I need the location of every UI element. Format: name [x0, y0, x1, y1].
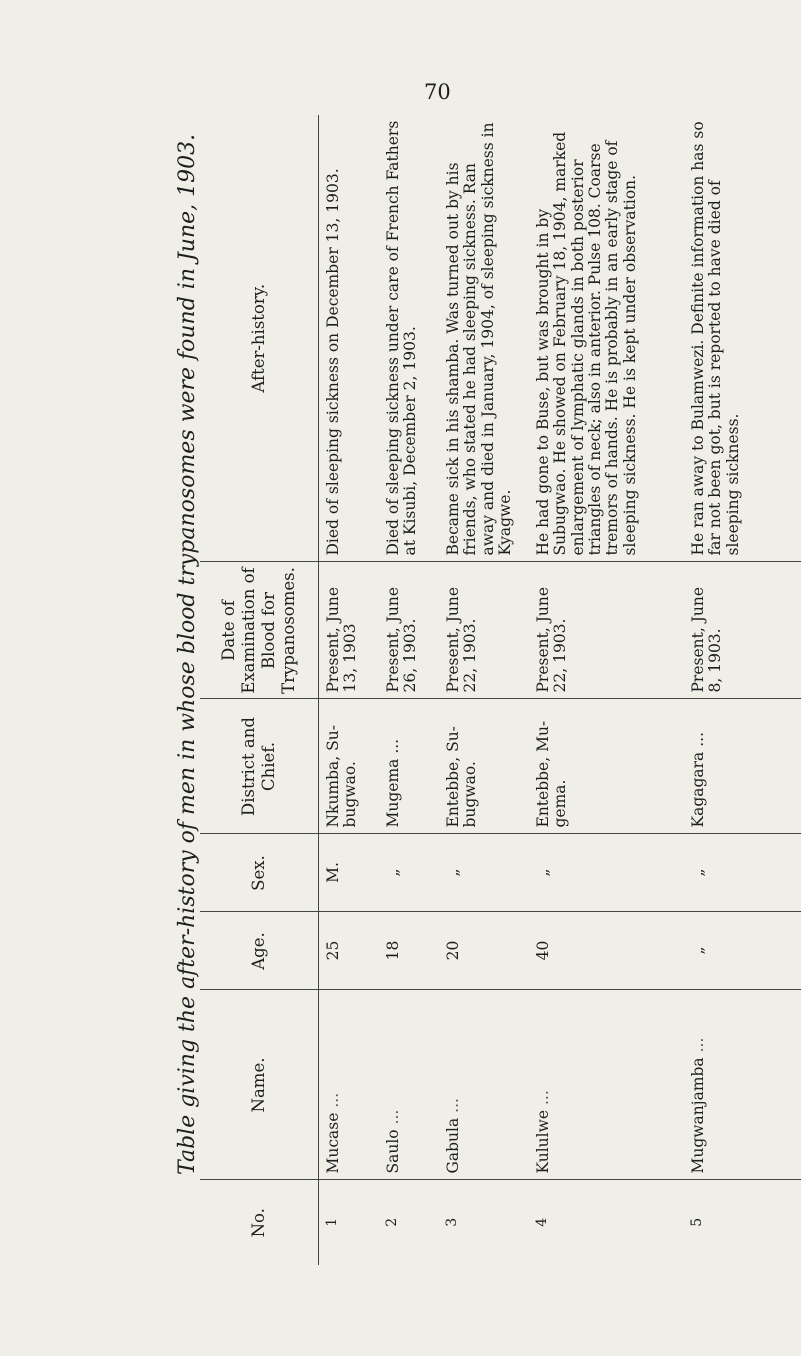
cell-sex: „: [379, 834, 439, 912]
cell-after-history: Became sick in his shamba. Was turned out by his friends, who stated he had sleeping sickness. Ran away and died in January, 1904, of sleeping sickness in Kyagwe.: [439, 115, 529, 562]
cell-date: Present, June 13, 1903: [319, 562, 380, 699]
table-filler-row: [772, 115, 801, 1265]
cell-after-history: He had gone to Buse, but was brought in by Subugwao. He showed on February 18, 1904, marked enlargement of lymphatic glands in both posterior triangles of neck; also in anterior. Pulse 108. Coarse tremors of hands. He is probably in an early stage of sleeping sickness. He is kept under observation.: [529, 115, 684, 562]
cell-after-history: Died of sleeping sickness on December 13, 1903.: [319, 115, 380, 562]
cell-sex: M.: [319, 834, 380, 912]
name-dots: ...: [324, 1092, 342, 1108]
table-caption: Table giving the after-history of men in whose blood trypanosomes were found in June, 1903.: [175, 133, 200, 1175]
cell-sex: „: [439, 834, 529, 912]
cell-no: 5: [689, 1217, 705, 1227]
name-text: Mugwanjamba: [689, 1057, 707, 1174]
cell-date: Present, June 26, 1903.: [379, 562, 439, 699]
cell-district: Kagagara ...: [684, 699, 772, 834]
cell-age: 20: [439, 912, 529, 990]
name-text: Saulo: [384, 1129, 402, 1174]
cell-name: [319, 990, 380, 1180]
name-text: Kululwe: [534, 1109, 552, 1174]
table-row: [684, 115, 772, 1265]
table-row: [529, 115, 684, 1265]
filler-cell: [772, 562, 801, 699]
header-no: No.: [200, 1180, 319, 1265]
cell-after-history: He ran away to Bulamwezi. Definite information has so far not been got, but is reported to have died of sleeping sickness.: [684, 115, 772, 562]
cell-district: Entebbe, Mu-gema.: [529, 699, 684, 834]
name-text: Gabula: [444, 1117, 462, 1174]
cell-date: Present, June 22, 1903.: [439, 562, 529, 699]
cell-name: [379, 990, 439, 1180]
header-date: Date of Examination of Blood for Trypanosomes.: [200, 562, 319, 699]
header-district: District and Chief.: [200, 699, 319, 834]
cell-name: [529, 990, 684, 1180]
cell-no: 2: [384, 1217, 400, 1227]
header-after-history: After-history.: [200, 115, 319, 562]
cell-no: 4: [534, 1217, 550, 1227]
cell-age: 18: [379, 912, 439, 990]
cell-age: 40: [529, 912, 684, 990]
filler-cell: [772, 699, 801, 834]
table-row: [379, 115, 439, 1265]
header-sex: Sex.: [200, 834, 319, 912]
name-dots: ...: [444, 1098, 462, 1113]
cell-sex: „: [684, 834, 772, 912]
after-history-table: [200, 115, 801, 1265]
filler-cell: [772, 115, 801, 562]
cell-district: Mugema ...: [379, 699, 439, 834]
after-history-table-wrapper: [200, 115, 755, 1265]
table-row: [319, 115, 380, 1265]
table-row: [439, 115, 529, 1265]
name-dots: ...: [689, 1037, 707, 1053]
cell-date: Present, June 22, 1903.: [529, 562, 684, 699]
cell-no: 3: [444, 1217, 460, 1227]
cell-date: Present, June 8, 1903.: [684, 562, 772, 699]
page-number: 70: [424, 80, 451, 104]
cell-district: Entebbe, Su-bugwao.: [439, 699, 529, 834]
cell-age: 25: [319, 912, 380, 990]
cell-district: Nkumba, Su-bugwao.: [319, 699, 380, 834]
cell-no: 1: [324, 1217, 340, 1227]
cell-age: „: [684, 912, 772, 990]
name-text: Mucase: [324, 1112, 342, 1174]
name-dots: ...: [384, 1109, 402, 1125]
cell-name: [684, 990, 772, 1180]
cell-sex: „: [529, 834, 684, 912]
name-dots: ...: [534, 1090, 552, 1105]
filler-cell: [772, 1180, 801, 1265]
filler-cell: [772, 912, 801, 990]
filler-cell: [772, 834, 801, 912]
table-header-row: [200, 115, 319, 1265]
header-name: Name.: [200, 990, 319, 1180]
header-age: Age.: [200, 912, 319, 990]
cell-name: [439, 990, 529, 1180]
cell-after-history: Died of sleeping sickness under care of French Fathers at Kisubi, December 2, 1903.: [379, 115, 439, 562]
filler-cell: [772, 990, 801, 1180]
